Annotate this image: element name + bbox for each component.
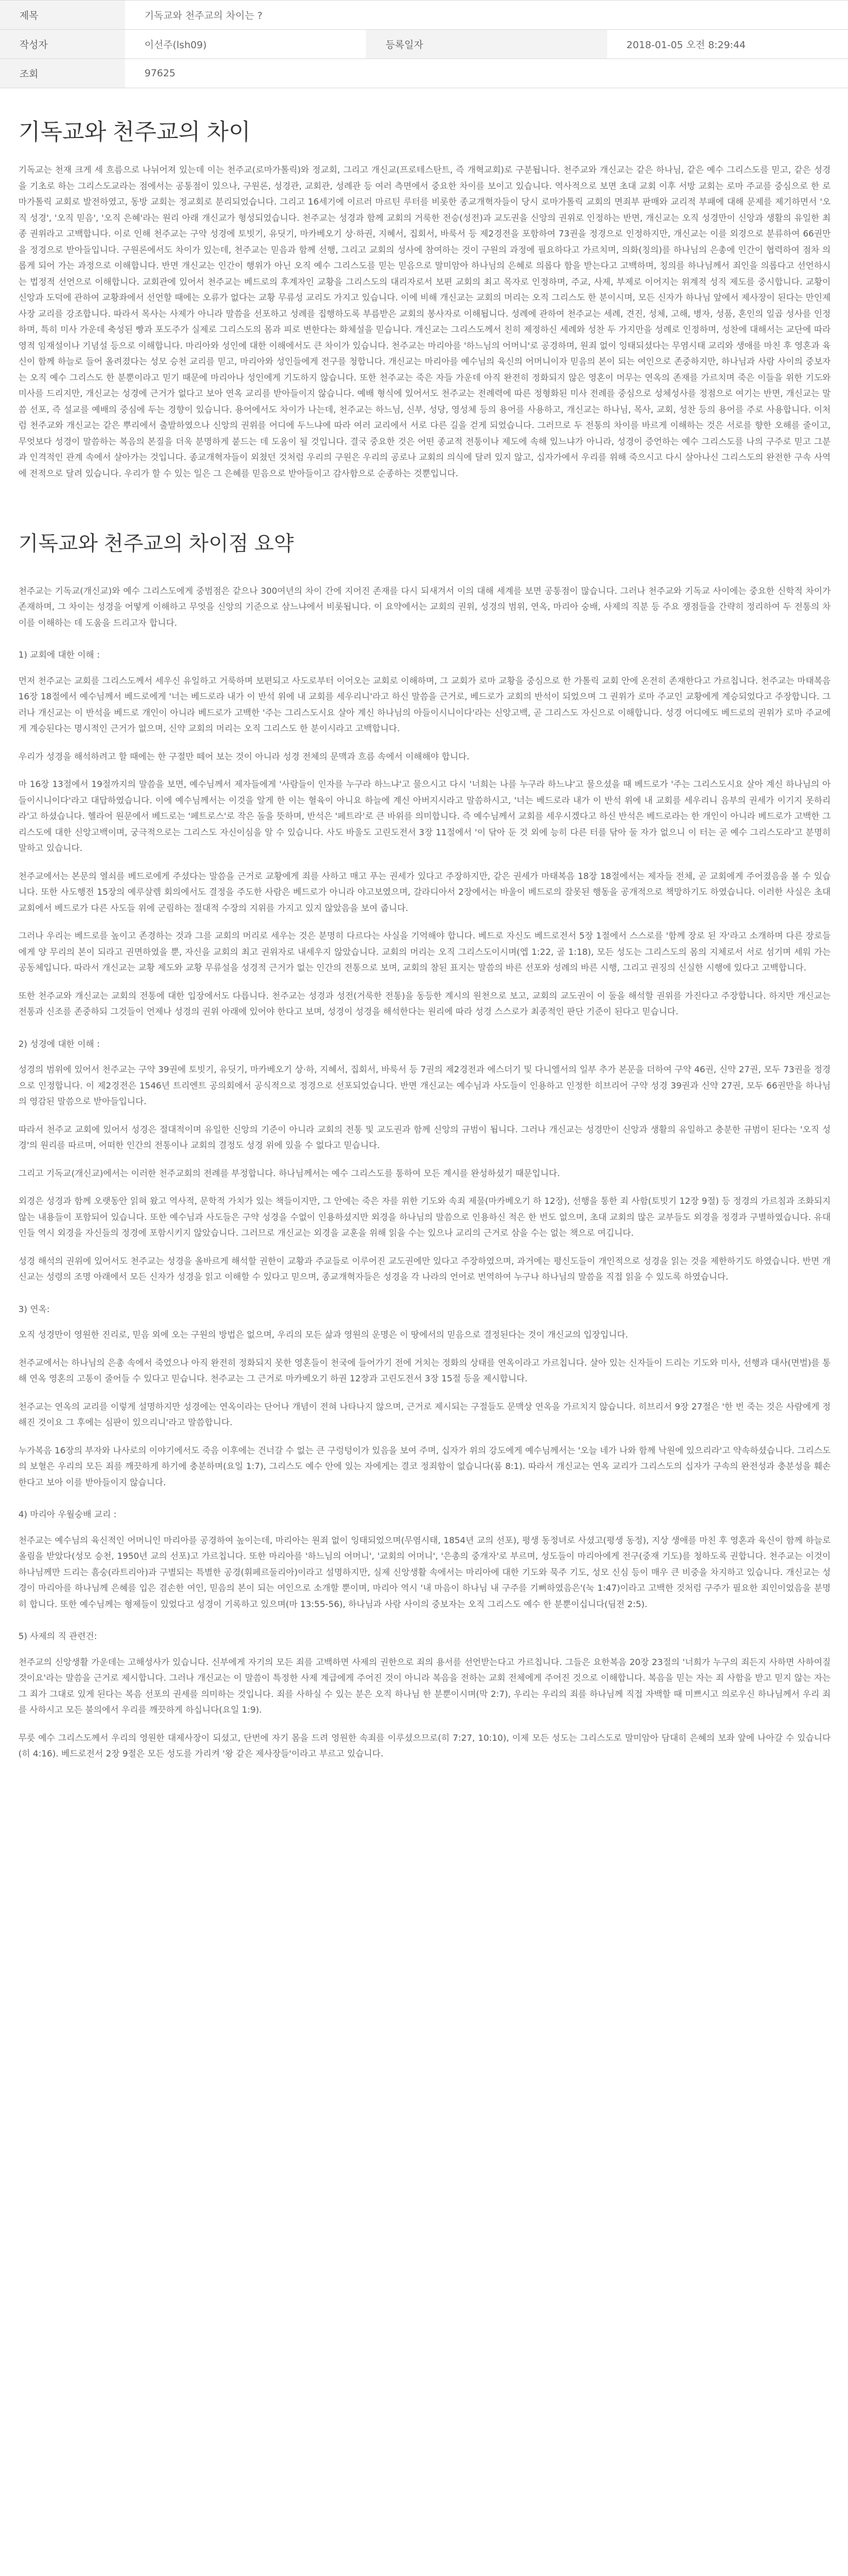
section-2-paragraph: 그리고 기독교(개신교)에서는 이러한 천주교회의 전례를 부정합니다. 하나님께서는 예수 그리스도를 통하여 모든 계시를 완성하셨기 때문입니다.	[18, 1168, 560, 1178]
post-content	[0, 119, 848, 1762]
section-2-paragraph: 성경 해석의 권위에 있어서도 천주교는 성경을 올바르게 해석할 권한이 교황과 주교들로 이루어진 교도권에만 있다고 주장하였으며, 과거에는 평신도들이 개인적으로 성경을 읽는 것을 제한하기도 하였습니다. 반면 개신교는 성령의 조명 아래에서 모든 신자가 성경을 읽고 이해할 수 있다고 믿으며, 종교개혁자들은 성경을 각 나라의 언어로 번역하여 누구나 하나님의 말씀을 직접 읽을 수 있도록 하였습니다.	[18, 1255, 831, 1282]
section-1-paragraph: 또한 천주교와 개신교는 교회의 전통에 대한 입장에서도 다릅니다. 천주교는 성경과 성전(거룩한 전통)을 동등한 계시의 원천으로 보고, 교회의 교도권이 이 둘을 해석할 권위를 가진다고 주장합니다. 하지만 개신교는 전통과 신조를 존중하되 그것들이 언제나 성경의 권위 아래에 있어야 한다고 보며, 성경이 성경을 해석한다는 원리에 따라 성경 스스로가 최종적인 판단 기준이 된다고 믿습니다.	[18, 990, 831, 1017]
section-2-paragraph: 외경은 성경과 함께 오랫동안 읽혀 왔고 역사적, 문학적 가치가 있는 책들이지만, 그 안에는 죽은 자를 위한 기도와 속죄 제물(마카베오기 하 12장), 선행을 통한 죄 사함(토빗기 12장 9절) 등 정경의 가르침과 조화되지 않는 내용들이 포함되어 있습니다. 또한 예수님과 사도들은 구약 성경을 수없이 인용하셨지만 외경을 하나님의 말씀으로 인용하신 적은 한 번도 없으며, 초대 교회의 많은 교부들도 외경을 정경과 구별하였습니다. 유대인들 역시 외경을 자신들의 정경에 포함시키지 않았습니다. 그러므로 개신교는 외경을 교훈을 위해 읽을 수는 있으나 교리의 근거로 삼을 수는 없는 책으로 여깁니다.	[18, 1196, 831, 1238]
meta-row-views	[0, 59, 848, 88]
article-title: 기독교와 천주교의 차이	[18, 119, 251, 145]
section-5-paragraph: 천주교의 신앙생활 가운데는 고해성사가 있습니다. 신부에게 자기의 모든 죄를 고백하면 사제의 권한으로 죄의 용서를 선언받는다고 가르칩니다. 그들은 요한복음 20장 23절의 '너희가 누구의 죄든지 사하면 사하여질 것이요'라는 말씀을 근거로 제시합니다. 그러나 개신교는 이 말씀이 특정한 사제 계급에게 주어진 것이 아니라 복음을 전하는 교회 전체에게 주어진 것으로 이해합니다. 복음을 믿는 자는 죄 사함을 받고 믿지 않는 자는 그 죄가 그대로 있게 된다는 복음 선포의 권세를 의미하는 것입니다. 죄를 사하실 수 있는 분은 오직 하나님 한 분뿐이시며(막 2:7), 우리는 우리의 죄를 하나님께 직접 자백할 때 미쁘시고 의로우신 하나님께서 우리 죄를 사하시고 모든 불의에서 우리를 깨끗하게 하십니다(요일 1:9).	[18, 1656, 831, 1715]
section-3-paragraph: 누가복음 16장의 부자와 나사로의 이야기에서도 죽음 이후에는 건너갈 수 없는 큰 구렁텅이가 있음을 보여 주며, 십자가 위의 강도에게 예수님께서는 '오늘 네가 나와 함께 낙원에 있으리라'고 약속하셨습니다. 그리스도의 보혈은 우리의 모든 죄를 깨끗하게 하기에 충분하며(요일 1:7), 그리스도 예수 안에 있는 자에게는 결코 정죄함이 없습니다(롬 8:1). 따라서 개신교는 연옥 교리가 그리스도의 십자가 구속의 완전성과 충분성을 훼손한다고 보아 이를 받아들이지 않습니다.	[18, 1445, 831, 1487]
section-1-paragraph: 먼저 천주교는 교회를 그리스도께서 세우신 유일하고 거룩하며 보편되고 사도로부터 이어오는 교회로 이해하며, 그 교회가 로마 교황을 중심으로 한 가톨릭 교회 안에 온전히 존재한다고 가르칩니다. 천주교는 마태복음 16장 18절에서 예수님께서 베드로에게 '너는 베드로라 내가 이 반석 위에 내 교회를 세우리니'라고 하신 말씀을 근거로, 베드로가 교회의 반석이 되었으며 그 권위가 로마 주교인 교황에게 계승되었다고 주장합니다. 그러나 개신교는 이 반석을 베드로 개인이 아니라 베드로가 고백한 '주는 그리스도시요 살아 계신 하나님의 아들이시니이다'라는 신앙고백, 곧 그리스도 자신으로 이해합니다. 성경 어디에도 베드로의 권위가 로마 주교에게 계승된다는 명시적인 근거가 없으며, 신약 교회의 머리는 오직 그리스도 한 분이시라고 고백합니다.	[18, 675, 831, 734]
date-label: 등록일자	[366, 30, 607, 59]
section-3-paragraph: 천주교는 연옥의 교리를 이렇게 설명하지만 성경에는 연옥이라는 단어나 개념이 전혀 나타나지 않으며, 근거로 제시되는 구절들도 문맥상 연옥을 가르치지 않습니다. 히브리서 9장 27절은 '한 번 죽는 것은 사람에게 정해진 것이요 그 후에는 심판이 있으리니'라고 말씀합니다.	[18, 1401, 831, 1428]
section-3-paragraph: 오직 성경만이 영원한 진리로, 믿음 외에 오는 구원의 방법은 없으며, 우리의 모든 삶과 영원의 운명은 이 땅에서의 믿음으로 결정된다는 것이 개신교의 입장입니다.	[18, 1329, 628, 1340]
section-5-paragraph: 무릇 예수 그리스도께서 우리의 영원한 대제사장이 되셨고, 단번에 자기 몸을 드려 영원한 속죄를 이루셨으므로(히 7:27, 10:10), 이제 모든 성도는 그리스도로 말미암아 담대히 은혜의 보좌 앞에 나아갈 수 있습니다(히 4:16). 베드로전서 2장 9절은 모든 성도를 가리켜 '왕 같은 제사장들'이라고 부르고 있습니다.	[18, 1732, 831, 1759]
subject-label: 제목	[0, 1, 125, 30]
article-body: 기독교는 천재 크게 세 흐름으로 나뉘어져 있는데 이는 천주교(로마가톨릭)와 정교회, 그리고 개신교(프로테스탄트, 즉 개혁교회)로 구분됩니다. 천주교와 개신교는 같은 하나님, 같은 예수 그리스도를 믿고, 같은 성경을 기초로 하는 그리스도교라는 점에서는 공통점이 있으나, 구원론, 성경관, 교회관, 성례관 등 여러 측면에서 중요한 차이를 보이고 있습니다. 역사적으로 보면 초대 교회 이후 서방 교회는 로마 주교를 중심으로 한 로마가톨릭 교회로 발전하였고, 동방 교회는 정교회로 분리되었습니다. 그리고 16세기에 이르러 마르틴 루터를 비롯한 종교개혁자들이 당시 로마가톨릭 교회의 면죄부 판매와 교리적 부패에 대해 문제를 제기하면서 '오직 성경', '오직 믿음', '오직 은혜'라는 원리 아래 개신교가 형성되었습니다. 천주교는 성경과 함께 교회의 거룩한 전승(성전)과 교도권을 신앙의 권위로 인정하는 반면, 개신교는 오직 성경만이 신앙과 생활의 유일한 최종 권위라고 고백합니다. 이로 인해 천주교는 구약 성경에 토빗기, 유딧기, 마카베오기 상·하권, 지혜서, 집회서, 바룩서 등 제2경전을 포함하여 73권을 정경으로 인정하지만, 개신교는 이를 외경으로 분류하여 66권만을 정경으로 받아들입니다. 구원론에서도 차이가 있는데, 천주교는 믿음과 함께 선행, 그리고 교회의 성사에 참여하는 것이 구원의 과정에 필요하다고 가르치며, 의화(칭의)를 하나님의 은총에 인간이 협력하여 점차 의롭게 되어 가는 과정으로 이해합니다. 반면 개신교는 인간이 행위가 아닌 오직 예수 그리스도를 믿는 믿음으로 말미암아 하나님의 은혜로 의롭다 함을 받는다고 고백하며, 칭의를 하나님께서 죄인을 의롭다고 선언하시는 법정적 선언으로 이해합니다. 교회관에 있어서 천주교는 베드로의 후계자인 교황을 그리스도의 대리자로서 보편 교회의 최고 목자로 인정하며, 주교, 사제, 부제로 이어지는 위계적 성직 제도를 중시합니다. 교황이 신앙과 도덕에 관하여 교황좌에서 선언할 때에는 오류가 없다는 교황 무류성 교리도 가지고 있습니다. 이에 비해 개신교는 교회의 머리는 오직 그리스도 한 분이시며, 모든 신자가 하나님 앞에서 제사장이 된다는 만인제사장 교리를 강조합니다. 따라서 목사는 사제가 아니라 말씀을 선포하고 성례를 집행하도록 부름받은 교회의 봉사자로 이해됩니다. 성례에 관하여 천주교는 세례, 견진, 성체, 고해, 병자, 성품, 혼인의 일곱 성사를 인정하며, 특히 미사 가운데 축성된 빵과 포도주가 실제로 그리스도의 몸과 피로 변한다는 화체설을 믿습니다. 개신교는 그리스도께서 친히 제정하신 세례와 성찬 두 가지만을 성례로 인정하며, 성찬에 대해서는 교단에 따라 영적 임재설이나 기념설 등으로 이해합니다. 마리아와 성인에 대한 이해에서도 큰 차이가 있습니다. 천주교는 마리아를 '하느님의 어머니'로 공경하며, 원죄 없이 잉태되셨다는 무염시태 교리와 생애를 마친 후 영혼과 육신이 함께 하늘로 들어 올려졌다는 성모 승천 교리를 믿고, 마리아와 성인들에게 전구를 청합니다. 개신교는 마리아를 예수님의 육신의 어머니이자 믿음의 본이 되는 여인으로 존중하지만, 하나님과 사람 사이의 중보자는 오직 예수 그리스도 한 분뿐이라고 믿기 때문에 마리아나 성인에게 기도하지 않습니다. 또한 천주교는 죽은 자들 가운데 아직 완전히 정화되지 않은 영혼이 머무는 연옥의 존재를 가르치며 죽은 이들을 위한 기도와 미사를 드리지만, 개신교는 성경에 근거가 없다고 보아 연옥 교리를 받아들이지 않습니다. 예배 형식에 있어서도 천주교는 전례력에 따른 정형화된 미사 전례를 중심으로 성체성사를 정점으로 여기는 반면, 개신교는 말씀 선포, 즉 설교를 예배의 중심에 두는 경향이 있습니다. 용어에서도 차이가 나는데, 천주교는 하느님, 신부, 성당, 영성체 등의 용어를 사용하고, 개신교는 하나님, 목사, 교회, 성찬 등의 용어를 주로 사용합니다. 이처럼 천주교와 개신교는 같은 뿌리에서 출발하였으나 신앙의 권위를 어디에 두느냐에 따라 여러 교리에서 서로 다른 길을 걷게 되었습니다. 그러므로 두 전통의 차이를 바르게 이해하는 것은 서로를 향한 오해를 줄이고, 무엇보다 성경이 말씀하는 복음의 본질을 더욱 분명하게 붙드는 데 도움이 될 것입니다. 결국 중요한 것은 어떤 종교적 전통이나 제도에 속해 있느냐가 아니라, 성경이 증언하는 예수 그리스도를 나의 구주로 믿고 그분과 인격적인 관계 속에서 살아가는 것입니다. 종교개혁자들이 외쳤던 것처럼 우리의 구원은 우리의 공로나 교회의 의식에 달려 있지 않고, 십자가에서 우리를 위해 죽으시고 다시 살아나신 그리스도의 완전한 구속 사역에 전적으로 달려 있습니다. 우리가 할 수 있는 일은 그 은혜를 믿음으로 받아들이고 감사함으로 순종하는 것뿐입니다.	[18, 165, 831, 479]
summary-section	[18, 532, 831, 1762]
meta-row-author	[0, 30, 848, 59]
section-1-paragraph: 우리가 성경을 해석하려고 할 때에는 한 구절만 떼어 보는 것이 아니라 성경 전체의 문맥과 흐름 속에서 이해해야 합니다.	[18, 751, 470, 762]
views-value: 97625	[125, 59, 848, 88]
section-4-heading: 4) 마리아 우월숭배 교리 :	[18, 1509, 117, 1520]
section-2-paragraph: 성경의 범위에 있어서 천주교는 구약 39권에 토빗기, 유딧기, 마카베오기 상·하, 지혜서, 집회서, 바룩서 등 7권의 제2경전과 에스더기 및 다니엘서의 일부 추가 본문을 더하여 구약 46권, 신약 27권, 모두 73권을 정경으로 인정합니다. 이 제2경전은 1546년 트리엔트 공의회에서 공식적으로 정경으로 선포되었습니다. 반면 개신교는 예수님과 사도들이 인용하고 인정한 히브리어 구약 성경 39권과 신약 27권, 모두 66권만을 하나님의 영감된 말씀으로 받아들입니다.	[18, 1064, 831, 1107]
section-5-heading: 5) 사제의 직 관련건:	[18, 1631, 97, 1642]
section-1-paragraph: 천주교에서는 본문의 열쇠를 베드로에게 주셨다는 말씀을 근거로 교황에게 죄를 사하고 매고 푸는 권세가 있다고 주장하지만, 같은 권세가 마태복음 18장 18절에서는 제자들 전체, 곧 교회에게 주어졌음을 볼 수 있습니다. 또한 사도행전 15장의 예루살렘 회의에서도 결정을 주도한 사람은 베드로가 아니라 야고보였으며, 갈라디아서 2장에서는 바울이 베드로의 잘못된 행동을 공개적으로 책망하기도 하였습니다. 이러한 사실은 초대 교회에서 베드로가 다른 사도들 위에 군림하는 절대적 수장의 지위를 가지고 있지 않았음을 보여 줍니다.	[18, 870, 831, 913]
author-value[interactable]: 이선주(lsh09)	[125, 30, 366, 59]
section-2-paragraph: 따라서 천주교 교회에 있어서 성경은 절대적이며 유일한 신앙의 기준이 아니라 교회의 전통 및 교도권과 함께 신앙의 규범이 됩니다. 그러나 개신교는 성경만이 신앙과 생활의 유일하고 충분한 규범이 된다는 '오직 성경'의 원리를 따르며, 어떠한 인간의 전통이나 교회의 결정도 성경 위에 있을 수 없다고 믿습니다.	[18, 1124, 831, 1151]
views-label: 조회	[0, 59, 125, 88]
section-1-heading: 1) 교회에 대한 이해 :	[18, 650, 100, 660]
summary-intro: 천주교는 기독교(개신교)와 예수 그리스도에게 중범점은 같으나 300여년의 차이 간에 지어진 존재를 다시 되새겨서 이의 대해 세계를 보면 공통점이 많습니다. 그러나 천주교와 기독교 사이에는 중요한 신학적 차이가 존재하며, 그 차이는 성경을 어떻게 이해하고 무엇을 신앙의 기준으로 삼느냐에서 비롯됩니다. 이 요약에서는 교회의 권위, 성경의 범위, 연옥, 마리아 숭배, 사제의 직분 등 주요 쟁점들을 간략히 정리하여 두 전통의 차이를 이해하는 데 도움을 드리고자 합니다.	[18, 585, 831, 628]
summary-title: 기독교와 천주교의 차이점 요약	[18, 533, 294, 556]
section-1-paragraph: 그러나 우리는 베드로를 높이고 존경하는 것과 그를 교회의 머리로 세우는 것은 분명히 다르다는 사실을 기억해야 합니다. 베드로 자신도 베드로전서 5장 1절에서 스스로를 '함께 장로 된 자'라고 소개하며 다른 장로들에게 양 무리의 본이 되라고 권면하였을 뿐, 자신을 교회의 최고 권위자로 내세우지 않았습니다. 교회의 머리는 오직 그리스도이시며(엡 1:22, 골 1:18), 모든 성도는 그리스도의 몸의 지체로서 서로 섬기며 세워 가는 공동체입니다. 따라서 개신교는 교황 제도와 교황 무류설을 성경적 근거가 없는 인간의 전통으로 보며, 교회의 참된 표지는 말씀의 바른 선포와 성례의 바른 시행, 그리고 권징의 신실한 시행에 있다고 고백합니다.	[18, 930, 831, 973]
section-2-heading: 2) 성경에 대한 이해 :	[18, 1038, 100, 1049]
section-3-heading: 3) 연옥:	[18, 1303, 50, 1314]
section-1-paragraph: 마 16장 13절에서 19절까지의 말씀을 보면, 예수님께서 제자들에게 '사람들이 인자를 누구라 하느냐'고 물으시고 다시 '너희는 나를 누구라 하느냐'고 물으셨을 때 베드로가 '주는 그리스도시요 살아 계신 하나님의 아들이시니이다'라고 대답하였습니다. 이에 예수님께서는 이것을 알게 한 이는 혈육이 아니요 하늘에 계신 아버지시라고 말씀하시고, '너는 베드로라 내가 이 반석 위에 내 교회를 세우리니 음부의 권세가 이기지 못하리라'고 하셨습니다. 헬라어 원문에서 베드로는 '페트로스'로 작은 돌을 뜻하며, 반석은 '페트라'로 큰 바위를 의미합니다. 즉 예수님께서 교회를 세우시겠다고 하신 반석은 베드로라는 한 개인이 아니라 베드로가 고백한 그리스도에 대한 신앙고백이며, 궁극적으로는 그리스도 자신이심을 알 수 있습니다. 사도 바울도 고린도전서 3장 11절에서 '이 닦아 둔 것 외에 능히 다른 터를 닦아 둘 자가 없으니 이 터는 곧 예수 그리스도라'고 분명히 말하고 있습니다.	[18, 779, 831, 854]
section-4-paragraph: 천주교는 예수님의 육신적인 어머니인 마리아를 공경하여 높이는데, 마리아는 원죄 없이 잉태되었으며(무염시태, 1854년 교의 선포), 평생 동정녀로 사셨고(평생 동정), 지상 생애를 마친 후 영혼과 육신이 함께 하늘로 올림을 받았다(성모 승천, 1950년 교의 선포)고 가르칩니다. 또한 마리아를 '하느님의 어머니', '교회의 어머니', '은총의 중개자'로 부르며, 성도들이 마리아에게 전구(중재 기도)를 청하도록 권합니다. 천주교는 이것이 하나님께만 드리는 흠숭(라트리아)과 구별되는 특별한 공경(휘페르둘리아)이라고 설명하지만, 실제 신앙생활 속에서는 마리아에 대한 기도와 묵주 기도, 성모 신심 등이 매우 큰 비중을 차지하고 있습니다. 개신교는 성경이 마리아를 하나님께 은혜를 입은 겸손한 여인, 믿음의 본이 되는 여인으로 소개할 뿐이며, 마리아 역시 '내 마음이 하나님 내 구주를 기뻐하였음은'(눅 1:47)이라고 고백한 것처럼 구주가 필요한 죄인이었음을 분명히 합니다. 또한 예수님께는 형제들이 있었다고 성경이 기록하고 있으며(마 13:55-56), 하나님과 사람 사이의 중보자는 오직 그리스도 예수 한 분뿐이십니다(딤전 2:5).	[18, 1535, 831, 1609]
subject-value: 기독교와 천주교의 차이는 ?	[125, 1, 848, 30]
post-meta-table	[0, 0, 848, 88]
section-3-paragraph: 천주교에서는 하나님의 은총 속에서 죽었으나 아직 완전히 정화되지 못한 영혼들이 천국에 들어가기 전에 거치는 정화의 상태를 연옥이라고 가르칩니다. 살아 있는 신자들이 드리는 기도와 미사, 선행과 대사(면벌)를 통해 연옥 영혼의 고통이 줄어들 수 있다고 믿습니다. 천주교는 그 근거로 마카베오기 하권 12장과 고린도전서 3장 15절 등을 제시합니다.	[18, 1357, 831, 1384]
date-value: 2018-01-05 오전 8:29:44	[607, 30, 848, 59]
author-label: 작성자	[0, 30, 125, 59]
meta-row-subject	[0, 1, 848, 30]
